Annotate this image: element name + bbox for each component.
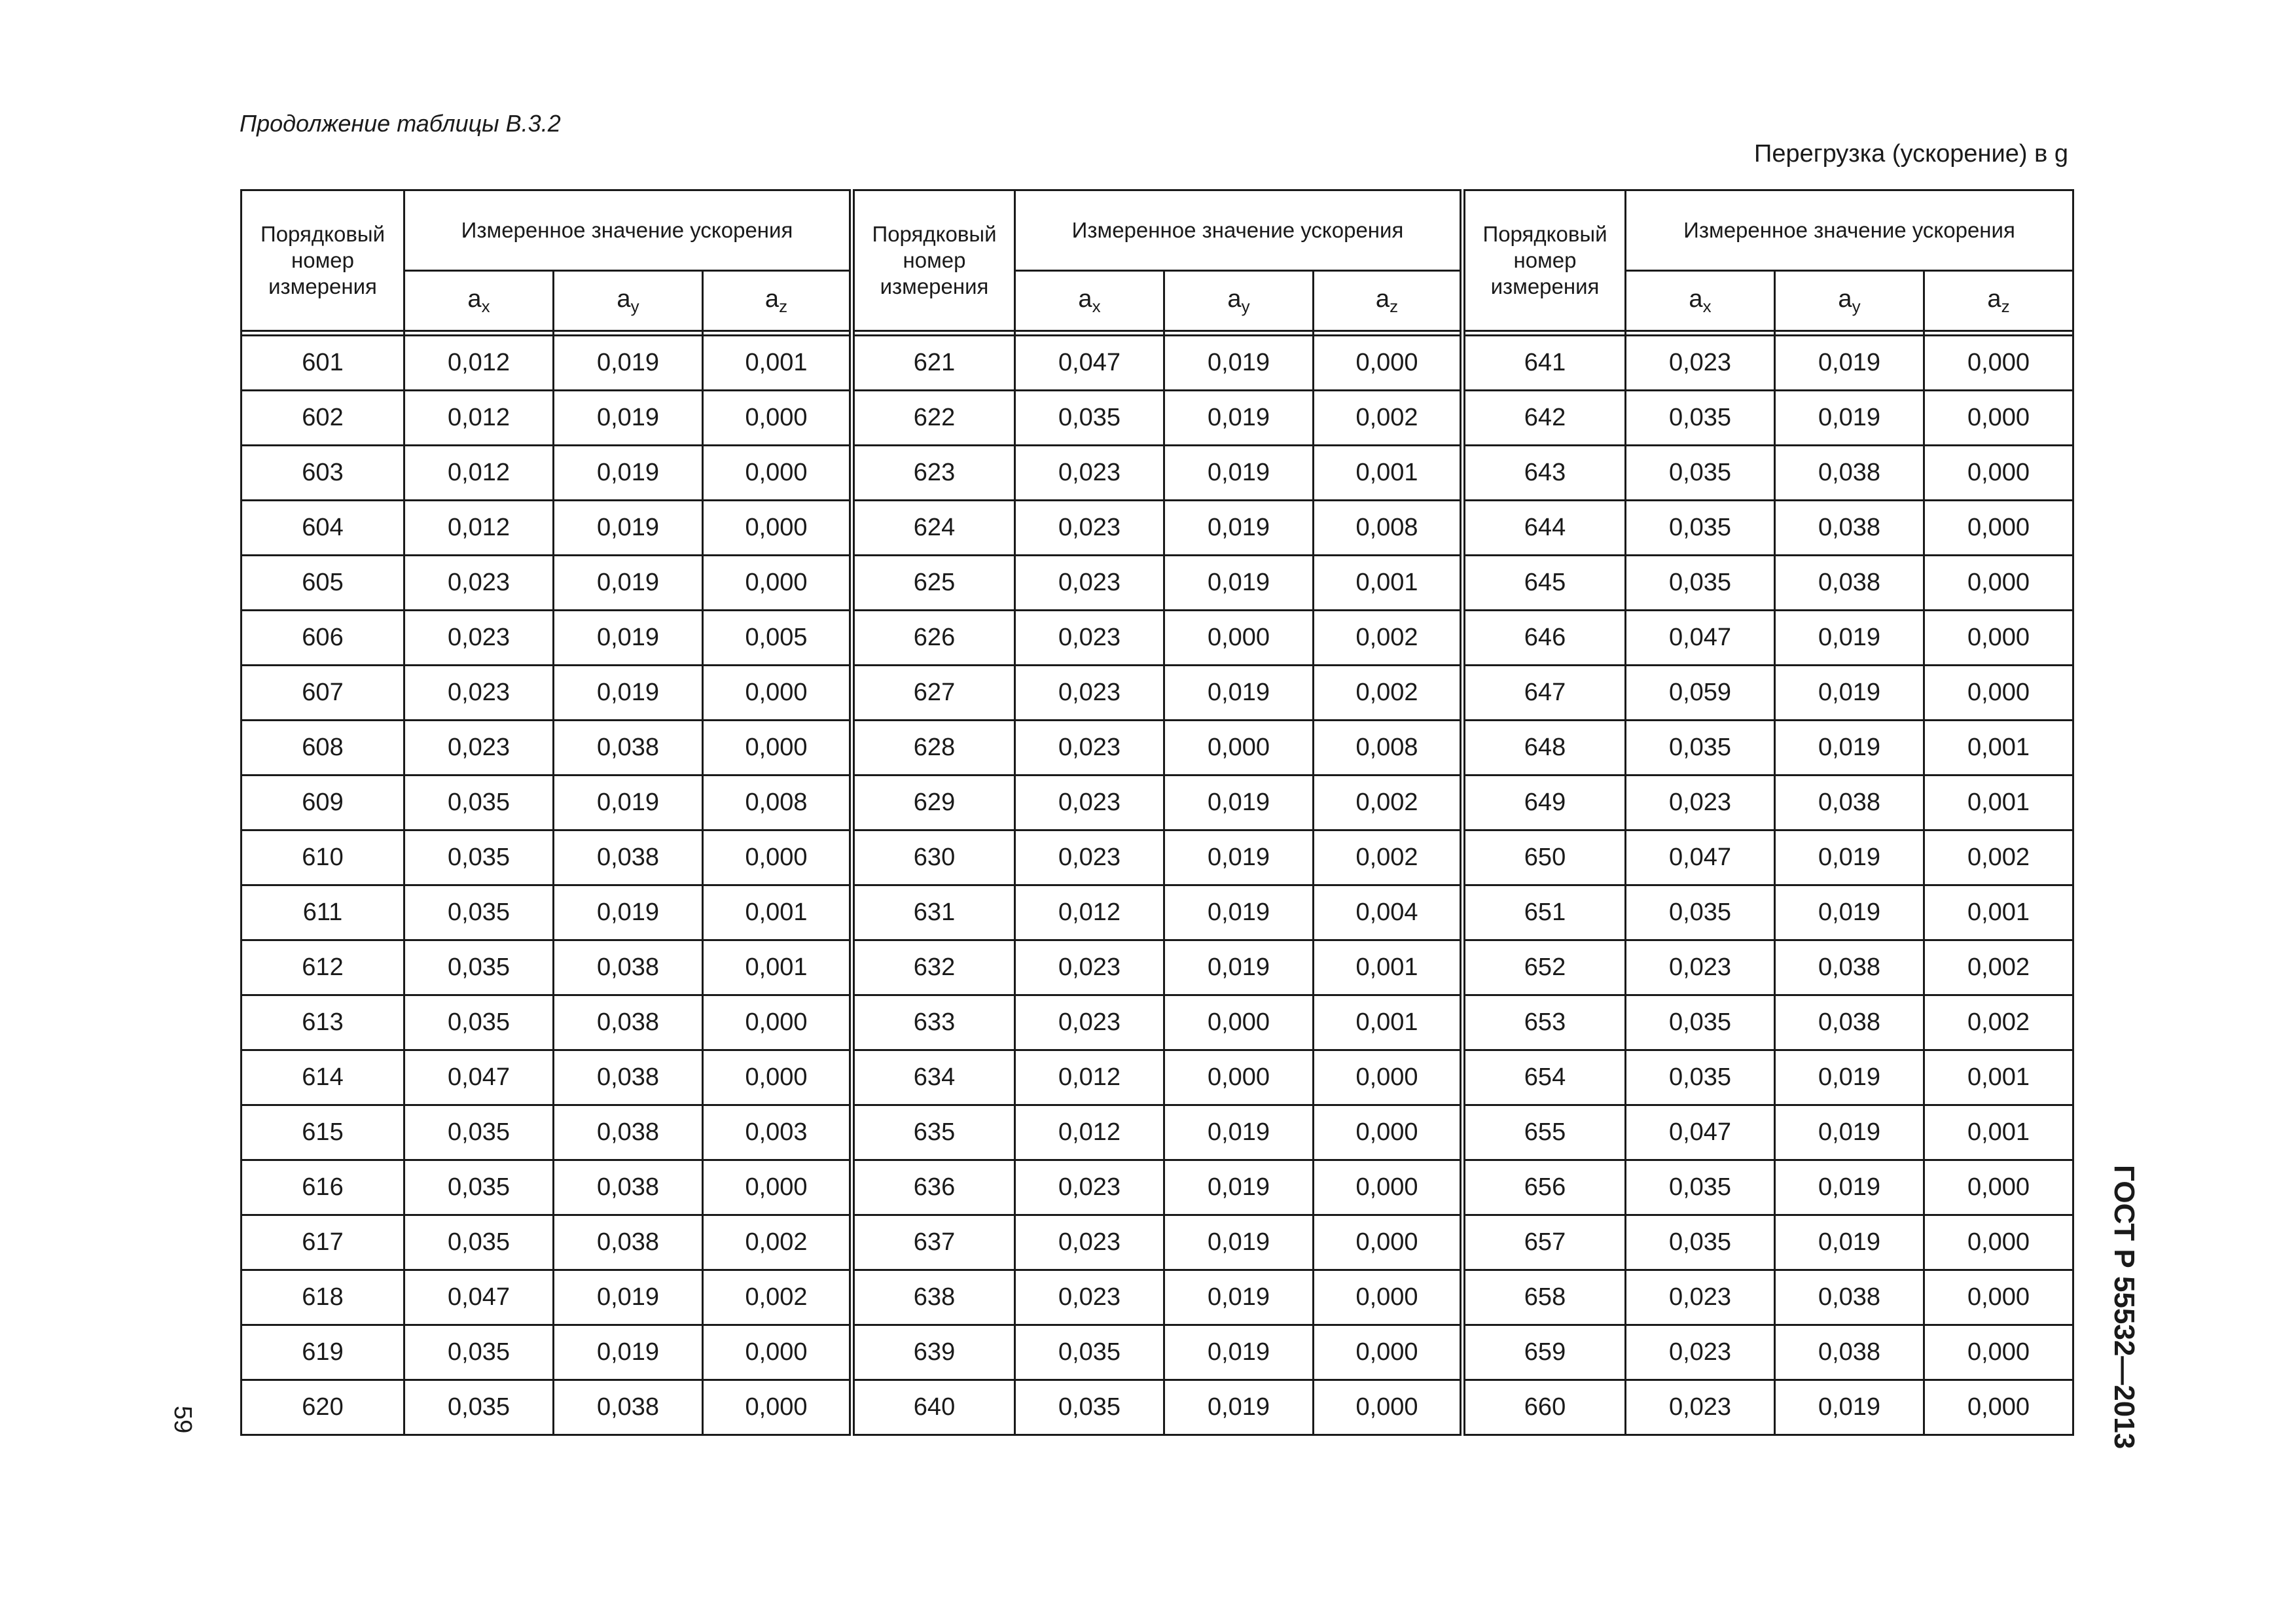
row-number-cell: 639	[852, 1325, 1015, 1380]
table-row	[242, 1270, 2073, 1325]
value-cell: 0,035	[404, 995, 554, 1050]
value-cell: 0,019	[1164, 940, 1314, 995]
value-cell: 0,019	[1775, 1050, 1924, 1105]
row-number-cell: 620	[242, 1380, 404, 1435]
table-row	[242, 830, 2073, 885]
value-cell: 0,035	[1626, 501, 1775, 556]
header-spacer	[242, 331, 2073, 336]
value-cell: 0,023	[1626, 1380, 1775, 1435]
value-cell: 0,000	[703, 391, 852, 446]
value-cell: 0,035	[404, 1160, 554, 1215]
value-cell: 0,000	[1164, 611, 1314, 666]
value-cell: 0,038	[1775, 501, 1924, 556]
table-row	[242, 611, 2073, 666]
row-number-cell: 622	[852, 391, 1015, 446]
value-cell: 0,023	[1015, 666, 1164, 721]
value-cell: 0,023	[1626, 336, 1775, 391]
value-cell: 0,019	[1164, 501, 1314, 556]
value-cell: 0,002	[1924, 995, 2073, 1050]
value-cell: 0,019	[554, 1325, 703, 1380]
value-cell: 0,019	[1775, 1380, 1924, 1435]
value-cell: 0,023	[404, 611, 554, 666]
value-cell: 0,035	[404, 830, 554, 885]
value-cell: 0,035	[404, 1325, 554, 1380]
value-cell: 0,019	[554, 336, 703, 391]
header-ay: $a_y$	[1164, 271, 1314, 331]
value-cell: 0,038	[554, 940, 703, 995]
row-number-cell: 630	[852, 830, 1015, 885]
value-cell: 0,019	[554, 391, 703, 446]
value-cell: 0,000	[1924, 501, 2073, 556]
row-number-cell: 619	[242, 1325, 404, 1380]
value-cell: 0,038	[554, 721, 703, 776]
value-cell: 0,038	[1775, 1270, 1924, 1325]
value-cell: 0,023	[1015, 940, 1164, 995]
table-continuation-caption: Продолжение таблицы В.3.2	[240, 110, 561, 137]
value-cell: 0,002	[703, 1215, 852, 1270]
row-number-cell: 623	[852, 446, 1015, 501]
page-number: 59	[169, 1406, 196, 1434]
value-cell: 0,023	[404, 721, 554, 776]
value-cell: 0,019	[1164, 830, 1314, 885]
value-cell: 0,001	[1314, 446, 1463, 501]
value-cell: 0,023	[1015, 830, 1164, 885]
value-cell: 0,038	[554, 830, 703, 885]
row-number-cell: 647	[1463, 666, 1626, 721]
table-row	[242, 556, 2073, 611]
value-cell: 0,019	[554, 446, 703, 501]
value-cell: 0,038	[554, 1380, 703, 1435]
value-cell: 0,001	[703, 885, 852, 940]
value-cell: 0,038	[554, 1215, 703, 1270]
value-cell: 0,023	[1015, 1215, 1164, 1270]
value-cell: 0,019	[554, 556, 703, 611]
row-number-cell: 606	[242, 611, 404, 666]
value-cell: 0,000	[1924, 1270, 2073, 1325]
value-cell: 0,019	[554, 611, 703, 666]
row-number-cell: 643	[1463, 446, 1626, 501]
value-cell: 0,012	[404, 391, 554, 446]
table-row	[242, 666, 2073, 721]
value-cell: 0,008	[703, 776, 852, 830]
value-cell: 0,000	[1314, 1050, 1463, 1105]
value-cell: 0,023	[1015, 1160, 1164, 1215]
value-cell: 0,000	[1924, 336, 2073, 391]
value-cell: 0,012	[404, 446, 554, 501]
value-cell: 0,019	[1164, 1380, 1314, 1435]
value-cell: 0,000	[1314, 1380, 1463, 1435]
value-cell: 0,038	[554, 995, 703, 1050]
value-cell: 0,035	[1015, 1325, 1164, 1380]
table-row	[242, 1215, 2073, 1270]
row-number-cell: 648	[1463, 721, 1626, 776]
value-cell: 0,019	[1164, 1160, 1314, 1215]
value-cell: 0,001	[1924, 721, 2073, 776]
header-ax: $a_x$	[1626, 271, 1775, 331]
value-cell: 0,000	[1164, 721, 1314, 776]
table-row	[242, 446, 2073, 501]
value-cell: 0,047	[1626, 830, 1775, 885]
value-cell: 0,004	[1314, 885, 1463, 940]
value-cell: 0,002	[1314, 391, 1463, 446]
row-number-cell: 636	[852, 1160, 1015, 1215]
header-az: $a_z$	[1924, 271, 2073, 331]
value-cell: 0,035	[1626, 446, 1775, 501]
value-cell: 0,000	[1924, 1380, 2073, 1435]
document-code: ГОСТ Р 55532—2013	[2108, 1165, 2140, 1450]
row-number-cell: 621	[852, 336, 1015, 391]
row-number-cell: 607	[242, 666, 404, 721]
value-cell: 0,002	[703, 1270, 852, 1325]
row-number-cell: 629	[852, 776, 1015, 830]
value-cell: 0,035	[404, 940, 554, 995]
row-number-cell: 646	[1463, 611, 1626, 666]
table-row	[242, 501, 2073, 556]
row-number-cell: 608	[242, 721, 404, 776]
value-cell: 0,019	[1164, 1215, 1314, 1270]
value-cell: 0,000	[703, 501, 852, 556]
row-number-cell: 601	[242, 336, 404, 391]
row-number-cell: 605	[242, 556, 404, 611]
value-cell: 0,001	[1924, 885, 2073, 940]
row-number-cell: 612	[242, 940, 404, 995]
value-cell: 0,000	[1314, 1160, 1463, 1215]
value-cell: 0,047	[1626, 1105, 1775, 1160]
row-number-cell: 614	[242, 1050, 404, 1105]
value-cell: 0,000	[1924, 1160, 2073, 1215]
value-cell: 0,038	[554, 1050, 703, 1105]
value-cell: 0,000	[703, 1325, 852, 1380]
value-cell: 0,000	[1314, 1215, 1463, 1270]
value-cell: 0,019	[1775, 666, 1924, 721]
header-number-col: Порядковый номер измерения	[242, 190, 404, 331]
value-cell: 0,019	[1164, 1105, 1314, 1160]
value-cell: 0,035	[404, 1380, 554, 1435]
value-cell: 0,000	[703, 1160, 852, 1215]
value-cell: 0,035	[404, 776, 554, 830]
value-cell: 0,000	[703, 556, 852, 611]
row-number-cell: 638	[852, 1270, 1015, 1325]
value-cell: 0,012	[1015, 1050, 1164, 1105]
value-cell: 0,000	[1924, 391, 2073, 446]
value-cell: 0,003	[703, 1105, 852, 1160]
value-cell: 0,000	[1314, 1105, 1463, 1160]
value-cell: 0,038	[1775, 1325, 1924, 1380]
row-number-cell: 624	[852, 501, 1015, 556]
row-number-cell: 656	[1463, 1160, 1626, 1215]
table-row	[242, 1380, 2073, 1435]
row-number-cell: 637	[852, 1215, 1015, 1270]
header-ay: $a_y$	[554, 271, 703, 331]
header-ax: $a_x$	[1015, 271, 1164, 331]
value-cell: 0,000	[703, 1380, 852, 1435]
value-cell: 0,000	[703, 721, 852, 776]
row-number-cell: 604	[242, 501, 404, 556]
row-number-cell: 644	[1463, 501, 1626, 556]
value-cell: 0,035	[404, 1105, 554, 1160]
value-cell: 0,019	[1775, 1160, 1924, 1215]
value-cell: 0,019	[1775, 391, 1924, 446]
value-cell: 0,000	[703, 666, 852, 721]
value-cell: 0,000	[703, 446, 852, 501]
header-measured-col: Измеренное значение ускорения	[1015, 190, 1463, 271]
row-number-cell: 652	[1463, 940, 1626, 995]
value-cell: 0,000	[703, 995, 852, 1050]
row-number-cell: 618	[242, 1270, 404, 1325]
header-measured-col: Измеренное значение ускорения	[404, 190, 852, 271]
value-cell: 0,019	[554, 666, 703, 721]
value-cell: 0,019	[1164, 556, 1314, 611]
value-cell: 0,019	[1775, 611, 1924, 666]
row-number-cell: 615	[242, 1105, 404, 1160]
row-number-cell: 602	[242, 391, 404, 446]
value-cell: 0,000	[1924, 1325, 2073, 1380]
value-cell: 0,035	[1015, 391, 1164, 446]
table-row	[242, 995, 2073, 1050]
row-number-cell: 631	[852, 885, 1015, 940]
row-number-cell: 659	[1463, 1325, 1626, 1380]
value-cell: 0,000	[1314, 1325, 1463, 1380]
value-cell: 0,019	[1775, 336, 1924, 391]
header-az: $a_z$	[703, 271, 852, 331]
value-cell: 0,001	[1314, 940, 1463, 995]
value-cell: 0,047	[1015, 336, 1164, 391]
table-row	[242, 940, 2073, 995]
value-cell: 0,047	[404, 1270, 554, 1325]
value-cell: 0,035	[1015, 1380, 1164, 1435]
row-number-cell: 635	[852, 1105, 1015, 1160]
row-number-cell: 655	[1463, 1105, 1626, 1160]
table-row	[242, 721, 2073, 776]
value-cell: 0,002	[1314, 830, 1463, 885]
value-cell: 0,038	[1775, 940, 1924, 995]
value-cell: 0,023	[1015, 1270, 1164, 1325]
table-row	[242, 336, 2073, 391]
value-cell: 0,001	[703, 940, 852, 995]
row-number-cell: 651	[1463, 885, 1626, 940]
value-cell: 0,059	[1626, 666, 1775, 721]
value-cell: 0,001	[1924, 1105, 2073, 1160]
value-cell: 0,023	[1626, 940, 1775, 995]
row-number-cell: 616	[242, 1160, 404, 1215]
value-cell: 0,019	[1775, 1105, 1924, 1160]
value-cell: 0,019	[554, 1270, 703, 1325]
value-cell: 0,038	[1775, 446, 1924, 501]
value-cell: 0,035	[1626, 1160, 1775, 1215]
value-cell: 0,023	[404, 666, 554, 721]
value-cell: 0,038	[554, 1105, 703, 1160]
value-cell: 0,019	[1775, 830, 1924, 885]
header-row-1	[242, 190, 2073, 271]
row-number-cell: 653	[1463, 995, 1626, 1050]
value-cell: 0,000	[1164, 1050, 1314, 1105]
row-number-cell: 632	[852, 940, 1015, 995]
value-cell: 0,000	[1164, 995, 1314, 1050]
value-cell: 0,001	[1924, 776, 2073, 830]
value-cell: 0,035	[404, 1215, 554, 1270]
value-cell: 0,000	[1924, 611, 2073, 666]
value-cell: 0,035	[1626, 1215, 1775, 1270]
row-number-cell: 640	[852, 1380, 1015, 1435]
row-number-cell: 658	[1463, 1270, 1626, 1325]
value-cell: 0,035	[1626, 721, 1775, 776]
value-cell: 0,001	[1314, 995, 1463, 1050]
table-row	[242, 776, 2073, 830]
value-cell: 0,000	[1924, 666, 2073, 721]
row-number-cell: 633	[852, 995, 1015, 1050]
row-number-cell: 609	[242, 776, 404, 830]
value-cell: 0,019	[1164, 1325, 1314, 1380]
row-number-cell: 649	[1463, 776, 1626, 830]
row-number-cell: 645	[1463, 556, 1626, 611]
value-cell: 0,023	[1015, 776, 1164, 830]
row-number-cell: 613	[242, 995, 404, 1050]
row-number-cell: 634	[852, 1050, 1015, 1105]
units-label: Перегрузка (ускорение) в g	[1754, 140, 2068, 168]
header-row-2	[242, 271, 2073, 331]
value-cell: 0,023	[1015, 501, 1164, 556]
value-cell: 0,008	[1314, 721, 1463, 776]
table-row	[242, 1105, 2073, 1160]
row-number-cell: 603	[242, 446, 404, 501]
row-number-cell: 611	[242, 885, 404, 940]
value-cell: 0,012	[1015, 885, 1164, 940]
value-cell: 0,001	[703, 336, 852, 391]
value-cell: 0,019	[1775, 885, 1924, 940]
row-number-cell: 641	[1463, 336, 1626, 391]
value-cell: 0,023	[1015, 721, 1164, 776]
value-cell: 0,047	[404, 1050, 554, 1105]
header-number-col: Порядковый номер измерения	[1463, 190, 1626, 331]
value-cell: 0,019	[1164, 446, 1314, 501]
value-cell: 0,035	[1626, 885, 1775, 940]
value-cell: 0,038	[1775, 556, 1924, 611]
row-number-cell: 654	[1463, 1050, 1626, 1105]
value-cell: 0,023	[1015, 556, 1164, 611]
value-cell: 0,019	[554, 776, 703, 830]
row-number-cell: 660	[1463, 1380, 1626, 1435]
value-cell: 0,008	[1314, 501, 1463, 556]
value-cell: 0,023	[1626, 1325, 1775, 1380]
value-cell: 0,019	[1775, 1215, 1924, 1270]
row-number-cell: 628	[852, 721, 1015, 776]
value-cell: 0,019	[1164, 336, 1314, 391]
value-cell: 0,000	[1924, 556, 2073, 611]
value-cell: 0,035	[1626, 556, 1775, 611]
value-cell: 0,023	[1015, 611, 1164, 666]
header-ay: $a_y$	[1775, 271, 1924, 331]
value-cell: 0,023	[404, 556, 554, 611]
row-number-cell: 642	[1463, 391, 1626, 446]
value-cell: 0,023	[1015, 995, 1164, 1050]
header-number-col: Порядковый номер измерения	[852, 190, 1015, 331]
value-cell: 0,019	[554, 501, 703, 556]
value-cell: 0,019	[1164, 1270, 1314, 1325]
table-row	[242, 1325, 2073, 1380]
value-cell: 0,023	[1626, 776, 1775, 830]
value-cell: 0,005	[703, 611, 852, 666]
value-cell: 0,000	[1924, 446, 2073, 501]
value-cell: 0,002	[1924, 830, 2073, 885]
value-cell: 0,035	[1626, 1050, 1775, 1105]
value-cell: 0,023	[1015, 446, 1164, 501]
value-cell: 0,012	[404, 501, 554, 556]
value-cell: 0,019	[1164, 885, 1314, 940]
value-cell: 0,012	[1015, 1105, 1164, 1160]
value-cell: 0,038	[1775, 776, 1924, 830]
value-cell: 0,012	[404, 336, 554, 391]
row-number-cell: 617	[242, 1215, 404, 1270]
value-cell: 0,038	[554, 1160, 703, 1215]
value-cell: 0,019	[1164, 776, 1314, 830]
value-cell: 0,035	[404, 885, 554, 940]
table-row	[242, 1050, 2073, 1105]
value-cell: 0,000	[1314, 336, 1463, 391]
table-row	[242, 391, 2073, 446]
value-cell: 0,002	[1924, 940, 2073, 995]
value-cell: 0,002	[1314, 776, 1463, 830]
header-ax: $a_x$	[404, 271, 554, 331]
table-row	[242, 1160, 2073, 1215]
value-cell: 0,019	[1775, 721, 1924, 776]
value-cell: 0,047	[1626, 611, 1775, 666]
value-cell: 0,023	[1626, 1270, 1775, 1325]
row-number-cell: 626	[852, 611, 1015, 666]
value-cell: 0,019	[1164, 666, 1314, 721]
value-cell: 0,000	[1924, 1215, 2073, 1270]
value-cell: 0,035	[1626, 391, 1775, 446]
table-row	[242, 885, 2073, 940]
value-cell: 0,001	[1924, 1050, 2073, 1105]
value-cell: 0,019	[554, 885, 703, 940]
value-cell: 0,002	[1314, 666, 1463, 721]
value-cell: 0,000	[1314, 1270, 1463, 1325]
value-cell: 0,035	[1626, 995, 1775, 1050]
header-measured-col: Измеренное значение ускорения	[1626, 190, 2073, 271]
row-number-cell: 627	[852, 666, 1015, 721]
value-cell: 0,000	[703, 830, 852, 885]
value-cell: 0,001	[1314, 556, 1463, 611]
row-number-cell: 650	[1463, 830, 1626, 885]
value-cell: 0,000	[703, 1050, 852, 1105]
row-number-cell: 610	[242, 830, 404, 885]
value-cell: 0,019	[1164, 391, 1314, 446]
acceleration-table	[240, 189, 2074, 1436]
header-az: $a_z$	[1314, 271, 1463, 331]
row-number-cell: 625	[852, 556, 1015, 611]
value-cell: 0,002	[1314, 611, 1463, 666]
value-cell: 0,038	[1775, 995, 1924, 1050]
row-number-cell: 657	[1463, 1215, 1626, 1270]
